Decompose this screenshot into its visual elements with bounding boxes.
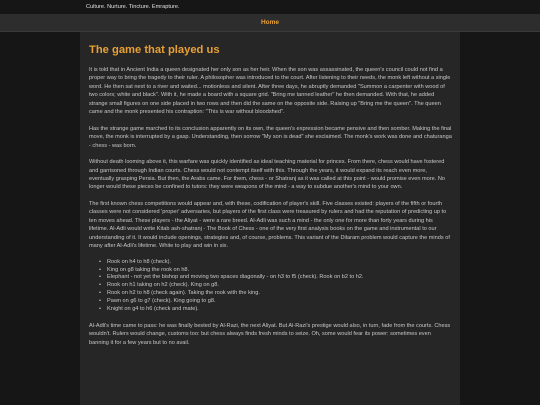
top-bar (0, 0, 540, 14)
article-paragraph: Without death looming above it, this warfare was quickly identified as ideal teaching material for princes. From there, chess would have fostered and garrisoned through Indian courts. Chess would not contempt itself with this. Through the years, it would expand its reach even more, eventually grasping Persia. But then, the Arabs came. For them, chess - or Shatranj as it was called at this point - would promise even more. No longer would these pieces be confined to tutors: they were weapons of the mind - a way to subdue another's mind to your own. (89, 159, 445, 191)
move-item: • Elephant - not yet the bishop and moving two spaces diagonally - on h3 to f5 (check). Rook on b2 to h2. (107, 274, 452, 282)
move-item: • Rook on h4 to h8 (check). (107, 259, 452, 267)
move-item: • Knight on g4 to h6 (check and mate). (107, 306, 452, 314)
article-paragraph-closing: Al-Adli's time came to pass: he was finally bested by Al-Razi, the next Aliyat. But Al-Razi's prestige would also, in turn, fade from the courts. Chess wouldn't. Rulers would change, customs too: but chess always finds fresh minds to seize. Oh, some would fear its power: sometimes even banning it for a few years but to no avail. (89, 322, 451, 346)
article-paragraph: Has the strange game marched to its conclusion apparently on its own, the queen's expression became pensive and then somber. Making the final move, the monk is interrupted by a gasp. Understanding, then sorrow "My son is dead" she exclaimed. The monk's work was done and chaturanga - chess - was born. (89, 125, 452, 149)
move-item: • King on g8 taking the rook on h8. (107, 267, 452, 275)
article-title: The game that played us (89, 44, 220, 56)
site-tagline: Culture. Nurture. Tincture. Emrapture. (86, 4, 180, 10)
nav-bar (0, 14, 540, 32)
article-paragraph: It is told that in Ancient India a queen designated her only son as her heir. When the son was assassinated, the queen's council could not find a proper way to bring the tragedy to their ruler. A philosopher was introduced to the court. After listening to their needs, the monk left without a single word. He then sat next to a river and waited... motionless and silent. After three days, he abruptly demanded "Summon a carpenter with wood of two colors; white and black". With it, he made a board with a square grid. "Bring me tanned leather" he then demanded. With that, he added strange small figures on one side placed in two rows and then did the same on the opposite side. Raising up "Bring me the queen". The queen came and the monk presented his contraption: "This is war without bloodshed". (89, 67, 451, 116)
nav-home-link[interactable]: Home (260, 19, 280, 26)
article-paragraph: The first known chess competitions would appear and, with these, codification of player's skill. Five classes existed: players of the fifth or fourth classes were not considered 'proper' adversaries, but players of the first class were treasured by rulers and had the reputation of predicting up to ten moves ahead. These players - the Aliyat - were a rare breed. Al-Adli was such a mind - the only one for more than forty years during his lifetime. Al-Adli would write Kitab ash-shatranj - The Book of Chess - one of the very first analysis books on the game and instrumental to our understanding of it. It would include openings, strategies and, of course, problems. This variant of the Dilaram problem would capture the minds of many after Al-Adli's lifetime. White to play and win in six. (89, 200, 450, 250)
move-item: • Pawn on g6 to g7 (check). King going to g8. (107, 298, 452, 306)
moves-list (89, 259, 452, 314)
move-item: • Rook on h1 taking on h2 (check). King on g8. (107, 282, 452, 290)
article-container (80, 32, 460, 405)
move-item: • Rook on h2 to h8 (check again). Taking the rook with the king. (107, 290, 452, 298)
